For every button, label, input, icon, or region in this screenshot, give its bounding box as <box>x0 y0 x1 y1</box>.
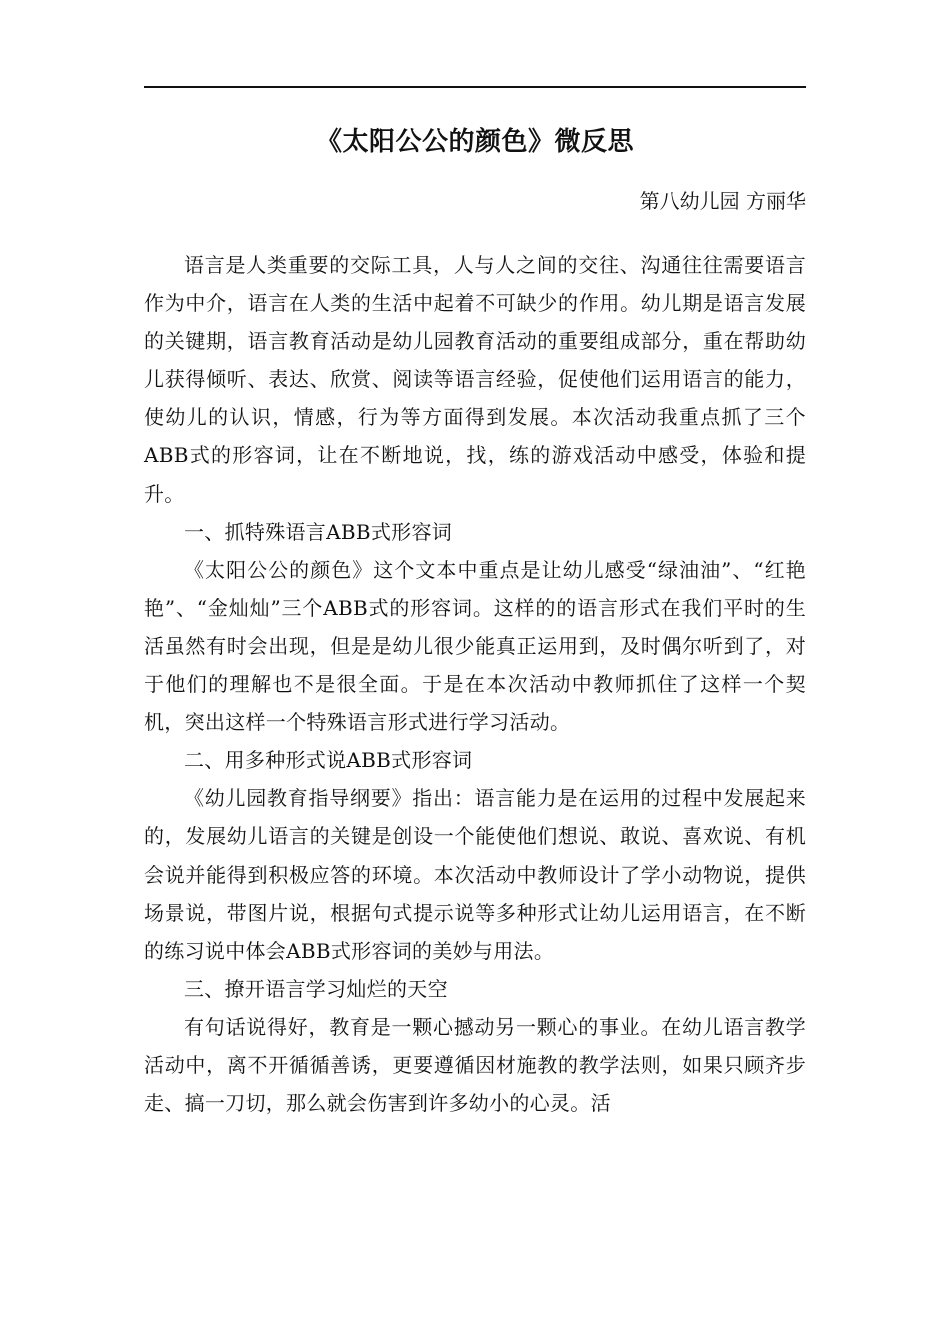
paragraph-section-1: 《太阳公公的颜色》这个文本中重点是让幼儿感受“绿油油”、“红艳艳”、“金灿灿”三个ABB式的形容词。这样的的语言形式在我们平时的生活虽然有时会出现，但是是幼儿很少能真正运用到，及时偶尔听到了，对于他们的理解也不是很全面。于是在本次活动中教师抓住了这样一个契机，突出这样一个特殊语言形式进行学习活动。 <box>144 557 806 735</box>
section-heading-1: 一、抓特殊语言ABB式形容词 <box>184 519 453 544</box>
section-heading-2: 二、用多种形式说ABB式形容词 <box>184 748 473 773</box>
paragraph-section-3: 有句话说得好，教育是一颗心撼动另一颗心的事业。在幼儿语言教学活动中，离不开循循善诱，更要遵循因材施教的教学法则，如果只顾齐步走、搞一刀切，那么就会伤害到许多幼小的心灵。活 <box>144 1014 806 1116</box>
section-heading-3: 三、撩开语言学习灿烂的天空 <box>184 976 448 1001</box>
document-body <box>144 246 806 1122</box>
document-title: 《太阳公公的颜色》微反思 <box>315 127 634 157</box>
header-rule <box>144 86 806 88</box>
paragraph-section-2: 《幼儿园教育指导纲要》指出：语言能力是在运用的过程中发展起来的，发展幼儿语言的关键是创设一个能使他们想说、敢说、喜欢说、有机会说并能得到积极应答的环境。本次活动中教师设计了学小动物说，提供场景说，带图片说，根据句式提示说等多种形式让幼儿运用语言，在不断的练习说中体会ABB式形容词的美妙与用法。 <box>144 786 806 963</box>
author-line: 第八幼儿园 方丽华 <box>639 189 806 213</box>
paragraph-intro: 语言是人类重要的交际工具，人与人之间的交往、沟通往往需要语言作为中介，语言在人类的生活中起着不可缺少的作用。幼儿期是语言发展的关键期，语言教育活动是幼儿园教育活动的重要组成部分，重在帮助幼儿获得倾听、表达、欣赏、阅读等语言经验，促使他们运用语言的能力，使幼儿的认识，情感，行为等方面得到发展。本次活动我重点抓了三个ABB式的形容词，让在不断地说，找，练的游戏活动中感受，体验和提升。 <box>144 253 806 506</box>
